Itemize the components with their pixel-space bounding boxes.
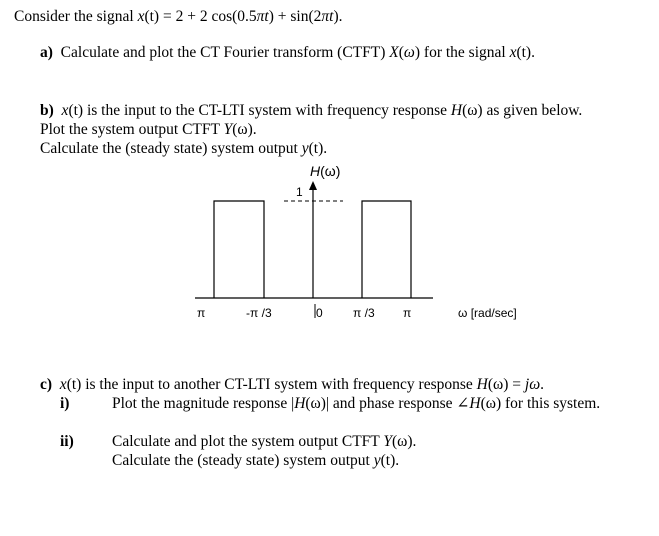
right-passband-rect: [362, 201, 411, 298]
x-tick-pi: π: [403, 306, 412, 320]
x-tick-pi-third: π /3: [353, 306, 375, 320]
intro-pi1: π: [256, 8, 265, 25]
part-a-x: x: [509, 44, 517, 61]
x-tick-neg-pi: π: [197, 306, 206, 320]
sub-i-H2: H: [469, 395, 481, 412]
part-b-line2-b: (ω).: [232, 121, 257, 138]
x-axis-unit-label: ω [rad/sec]: [458, 306, 517, 320]
part-c-sub-ii-line1: [112, 433, 416, 451]
part-c-line1-c: .: [540, 376, 545, 393]
part-b-x: x: [61, 102, 69, 119]
intro-mid: ) + sin(2: [268, 8, 322, 25]
part-c-sub-i-text: [112, 395, 600, 413]
intro-end: ).: [333, 8, 343, 25]
part-a-tp: (t): [516, 44, 532, 61]
part-b-H: H: [450, 102, 463, 119]
part-a-X: X: [389, 44, 399, 61]
sub-ii-Y: Y: [383, 433, 392, 450]
x-tick-neg-pi-third: -π /3: [246, 306, 272, 320]
intro-t2: t: [329, 8, 334, 25]
part-a-text1: Calculate and plot the CT Fourier transform (CTFT): [60, 44, 390, 61]
part-c-line1-b: (ω) =: [487, 376, 525, 393]
part-b-line3-a: Calculate the (steady state) system output: [40, 140, 302, 157]
part-c-j-omega: jω: [524, 376, 541, 393]
part-b-Y: Y: [223, 121, 233, 138]
part-a-paren2: ): [414, 44, 421, 61]
intro-prefix: Consider the signal: [14, 8, 138, 25]
part-c-line1: [40, 376, 544, 394]
x-tick-zero: 0: [316, 306, 323, 320]
part-b-line3-b: (t).: [308, 140, 328, 157]
sub-i-text1: Plot the magnitude response |: [112, 395, 295, 412]
intro-x: x: [137, 8, 145, 25]
part-b-label: b): [40, 102, 54, 119]
part-a-label: a): [40, 44, 53, 61]
part-c-H: H: [476, 376, 488, 393]
part-a-paren: (: [398, 44, 404, 61]
sub-ii-line1-a: Calculate and plot the system output CTFT: [112, 433, 384, 450]
part-c-line1-a: (t) is the input to another CT-LTI system with frequency response: [66, 376, 477, 393]
y-tick-label: 1: [296, 185, 303, 199]
part-c-sub-ii-line2: [112, 452, 399, 470]
part-c-sub-i-label: i): [60, 395, 70, 412]
plot-title: H(ω): [310, 163, 341, 179]
intro-pi2: π: [321, 8, 330, 25]
intro-t: t: [264, 8, 269, 25]
sub-ii-line1-b: (ω).: [392, 433, 417, 450]
sub-i-text3: (ω) for this system.: [480, 395, 601, 412]
left-passband-rect: [214, 201, 264, 298]
sub-ii-y: y: [373, 452, 381, 469]
sub-i-text2: (ω)| and phase response ∠: [305, 395, 470, 412]
part-c-sub-ii-label: ii): [60, 433, 74, 450]
intro-t1: (t) = 2 + 2 cos(0.5: [144, 8, 257, 25]
sub-ii-line2-b: (t).: [380, 452, 400, 469]
part-c-x: x: [59, 376, 67, 393]
part-b-line1-a: (t) is the input to the CT-LTI system with frequency response: [68, 102, 451, 119]
part-b-line2-a: Plot the system output CTFT: [40, 121, 224, 138]
part-a-text2: for the signal: [420, 44, 510, 61]
part-a-dot: .: [531, 44, 535, 61]
sub-ii-line2-a: Calculate the (steady state) system output: [112, 452, 374, 469]
part-c-label: c): [40, 376, 53, 393]
vertical-axis-arrow: [309, 181, 317, 190]
part-a-omega: ω: [403, 44, 415, 61]
part-b-y: y: [301, 140, 309, 157]
sub-i-H1: H: [294, 395, 306, 412]
part-b-line1-b: (ω) as given below.: [462, 102, 583, 119]
